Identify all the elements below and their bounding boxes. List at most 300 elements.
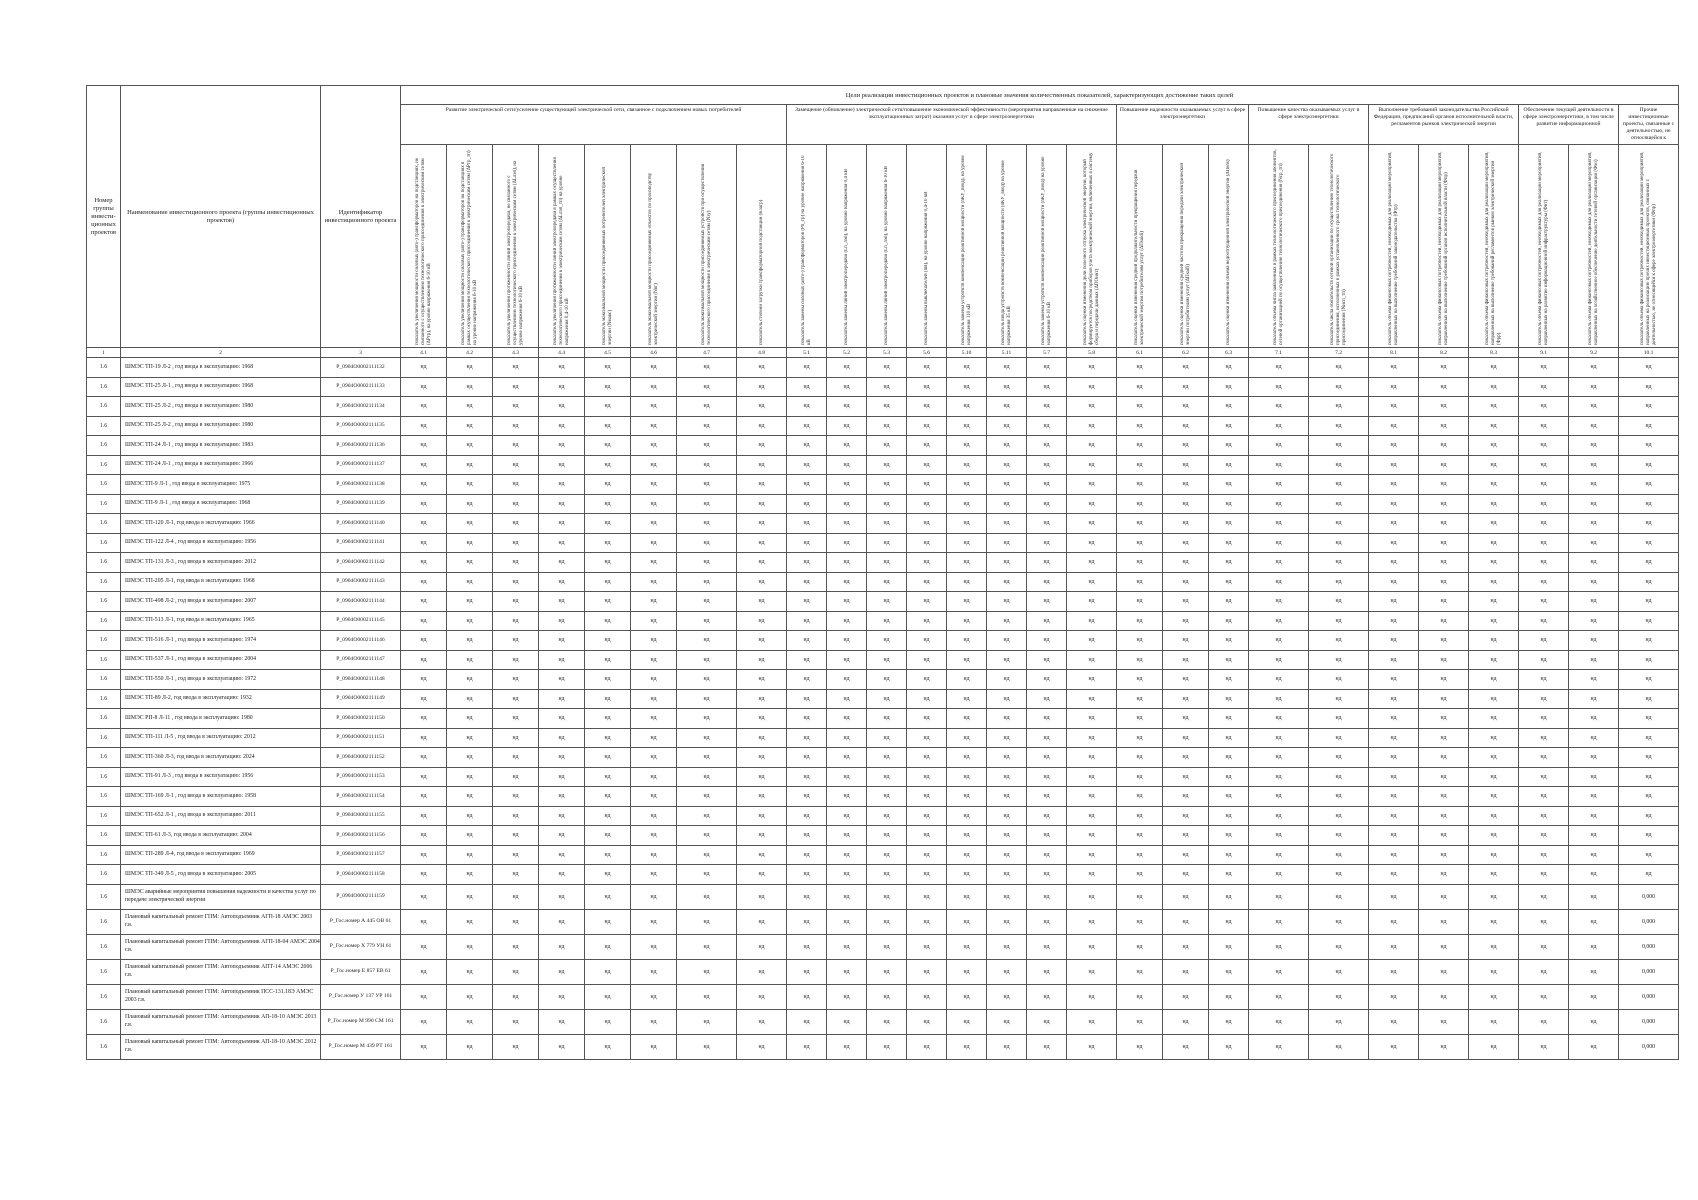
value-cell: нд — [907, 416, 947, 436]
value-cell: нд — [631, 1034, 677, 1059]
value-cell: нд — [1569, 826, 1619, 846]
value-cell: нд — [987, 416, 1027, 436]
value-cell: нд — [447, 397, 493, 417]
indicator-header — [1369, 145, 1419, 348]
table-row — [87, 514, 1679, 534]
value-cell: нд — [493, 909, 539, 934]
value-cell: нд — [1249, 959, 1309, 984]
value-cell: нд — [585, 728, 631, 748]
project-id-cell: P_0904O0002111152 — [321, 748, 401, 768]
value-cell: нд — [1309, 494, 1369, 514]
value-cell: нд — [1067, 884, 1117, 909]
value-cell: нд — [787, 806, 827, 826]
value-cell: нд — [787, 494, 827, 514]
column-number: 4.6 — [631, 348, 677, 358]
value-cell: нд — [1209, 959, 1249, 984]
project-name-cell: ШМЭС ТП-550 Л-1 , год ввода в эксплуатацию: 1972 — [121, 670, 321, 690]
value-cell: нд — [1419, 884, 1469, 909]
value-cell: нд — [1067, 806, 1117, 826]
value-cell: нд — [947, 934, 987, 959]
value-cell: нд — [493, 416, 539, 436]
value-cell: нд — [677, 494, 737, 514]
value-cell: нд — [585, 934, 631, 959]
value-cell: нд — [1519, 611, 1569, 631]
value-cell: нд — [867, 533, 907, 553]
value-cell: нд — [827, 670, 867, 690]
value-cell: нд — [539, 934, 585, 959]
value-cell: нд — [539, 767, 585, 787]
value-cell: нд — [1309, 611, 1369, 631]
value-cell: нд — [677, 533, 737, 553]
value-cell: нд — [1569, 689, 1619, 709]
value-cell: нд — [987, 748, 1027, 768]
value-cell: нд — [1309, 709, 1369, 729]
value-cell: нд — [631, 806, 677, 826]
value-cell: нд — [493, 358, 539, 378]
value-cell: нд — [1163, 631, 1209, 651]
value-cell: нд — [947, 631, 987, 651]
indicator-label: показатель максимальной мощности присоединяемых объектов по производству электрической энергии (Nвг) — [647, 172, 659, 345]
value-cell: нд — [539, 865, 585, 885]
value-cell: нд — [867, 455, 907, 475]
value-cell: нд — [1163, 397, 1209, 417]
value-cell: нд — [1419, 494, 1469, 514]
value-cell: нд — [585, 865, 631, 885]
value-cell: нд — [1027, 826, 1067, 846]
value-cell: нд — [1519, 787, 1569, 807]
value-cell: нд — [539, 1034, 585, 1059]
value-cell: нд — [1419, 397, 1469, 417]
value-cell: нд — [539, 553, 585, 573]
value-cell: нд — [585, 358, 631, 378]
column-number: 4.2 — [447, 348, 493, 358]
value-cell: нд — [677, 553, 737, 573]
value-cell: нд — [539, 592, 585, 612]
value-cell: нд — [1027, 884, 1067, 909]
value-cell: нд — [1163, 514, 1209, 534]
indicator-header — [827, 145, 867, 348]
value-cell: нд — [1309, 865, 1369, 885]
value-cell: нд — [947, 592, 987, 612]
value-cell: нд — [1519, 934, 1569, 959]
goal-group-header: Повышение качества оказываемых услуг в сфере электроэнергетики — [1249, 105, 1369, 145]
indicator-header — [787, 145, 827, 348]
value-cell: нд — [539, 358, 585, 378]
value-cell: нд — [401, 358, 447, 378]
project-id-cell: P_0904O0002111135 — [321, 416, 401, 436]
value-cell: нд — [677, 728, 737, 748]
value-cell: нд — [1027, 959, 1067, 984]
col-project-name-header: Наименование инвестиционного проекта (группы инвестиционных проектов) — [121, 86, 321, 348]
value-cell: нд — [1469, 631, 1519, 651]
project-name-cell: ШМЭС ТП-131 Л-3 , год ввода в эксплуатацию: 2012 — [121, 553, 321, 573]
value-cell: нд — [1569, 475, 1619, 495]
value-cell: нд — [1369, 845, 1419, 865]
value-cell: нд — [1067, 984, 1117, 1009]
indicator-label: показатель объема финансовых потребностей, необходимых для реализации мероприятий, направленных на развитие информационной инфраструктуры (Фит) — [1537, 151, 1549, 345]
value-cell: нд — [1027, 436, 1067, 456]
value-cell: нд — [1519, 377, 1569, 397]
value-cell: нд — [401, 533, 447, 553]
value-cell: нд — [1209, 670, 1249, 690]
group-number-cell: 1.6 — [87, 959, 121, 984]
value-cell: нд — [539, 787, 585, 807]
value-cell: нд — [1619, 689, 1679, 709]
value-cell: нд — [447, 455, 493, 475]
project-name-cell: ШМЭС ТП-91 Л-3 , год ввода в эксплуатацию: 1956 — [121, 767, 321, 787]
value-cell: нд — [1519, 475, 1569, 495]
table-row — [87, 767, 1679, 787]
column-number: 4.8 — [737, 348, 787, 358]
table-row — [87, 1009, 1679, 1034]
value-cell: нд — [867, 377, 907, 397]
value-cell: нд — [585, 884, 631, 909]
value-cell: нд — [1369, 377, 1419, 397]
value-cell: нд — [1163, 533, 1209, 553]
value-cell: нд — [737, 984, 787, 1009]
value-cell: нд — [585, 553, 631, 573]
value-cell: нд — [401, 959, 447, 984]
value-cell: нд — [947, 845, 987, 865]
goal-group-header: Повышение надежности оказываемых услуг в сфере электроэнергетики — [1117, 105, 1249, 145]
value-cell: нд — [1163, 709, 1209, 729]
value-cell: нд — [1569, 984, 1619, 1009]
value-cell: нд — [401, 728, 447, 748]
value-cell: нд — [867, 767, 907, 787]
value-cell: нд — [631, 909, 677, 934]
value-cell: нд — [1309, 959, 1369, 984]
value-cell: нд — [1569, 377, 1619, 397]
indicator-label: показатель замены устройств компенсации реактивной мощности (nКУ_ввод), на уровне напряжения 110 кВ — [960, 155, 972, 345]
indicator-header — [737, 145, 787, 348]
value-cell: нд — [1209, 514, 1249, 534]
value-cell: нд — [1309, 728, 1369, 748]
value-cell: нд — [539, 909, 585, 934]
value-cell: нд — [1619, 650, 1679, 670]
value-cell: нд — [867, 728, 907, 748]
value-cell: нд — [677, 909, 737, 934]
indicator-header — [907, 145, 947, 348]
value-cell: нд — [1209, 728, 1249, 748]
value-cell: нд — [1619, 865, 1679, 885]
value-cell: нд — [1619, 709, 1679, 729]
project-id-cell: P_0904O0002111158 — [321, 865, 401, 885]
value-cell: нд — [677, 934, 737, 959]
value-cell: нд — [493, 533, 539, 553]
value-cell: нд — [1369, 592, 1419, 612]
value-cell: нд — [907, 650, 947, 670]
value-cell: нд — [787, 865, 827, 885]
value-cell: нд — [631, 475, 677, 495]
value-cell: нд — [1469, 1009, 1519, 1034]
value-cell: нд — [737, 475, 787, 495]
value-cell: нд — [867, 611, 907, 631]
project-name-cell: ШМЭС ТП-25 Л-2 , год ввода в эксплуатацию: 1980 — [121, 416, 321, 436]
value-cell: нд — [947, 358, 987, 378]
value-cell: нд — [987, 934, 1027, 959]
project-id-cell: P_0904O0002111146 — [321, 631, 401, 651]
indicator-header — [867, 145, 907, 348]
value-cell: нд — [1249, 631, 1309, 651]
value-cell: нд — [585, 514, 631, 534]
indicator-label: показатель замены линий электропередачи (Ln_лэп), на уровне напряжения 6-10 кВ — [883, 166, 889, 345]
value-cell: нд — [1619, 553, 1679, 573]
column-number: 8.2 — [1419, 348, 1469, 358]
value-cell: нд — [1163, 611, 1209, 631]
value-cell: нд — [867, 670, 907, 690]
value-cell: нд — [493, 514, 539, 534]
value-cell: нд — [867, 358, 907, 378]
value-cell: нд — [907, 845, 947, 865]
value-cell: нд — [401, 806, 447, 826]
value-cell: нд — [1117, 592, 1163, 612]
value-cell: нд — [1369, 865, 1419, 885]
goal-group-header: Выполнение требований законодательства Российской Федерации, предписаний органов исполнительной власти, регламентов рынков электрической энергии — [1369, 105, 1519, 145]
group-number-cell: 1.6 — [87, 728, 121, 748]
value-cell: нд — [493, 1009, 539, 1034]
value-cell: нд — [1519, 358, 1569, 378]
value-cell: нд — [1249, 748, 1309, 768]
value-cell: нд — [631, 709, 677, 729]
value-cell: нд — [493, 670, 539, 690]
value-cell: нд — [1419, 1034, 1469, 1059]
value-cell: нд — [447, 728, 493, 748]
value-cell: нд — [737, 865, 787, 885]
value-cell: нд — [737, 533, 787, 553]
value-cell: нд — [1249, 650, 1309, 670]
value-cell: нд — [401, 689, 447, 709]
value-cell: нд — [1469, 845, 1519, 865]
value-cell: нд — [1163, 358, 1209, 378]
value-cell: нд — [737, 436, 787, 456]
column-number: 4.4 — [539, 348, 585, 358]
value-cell: нд — [737, 611, 787, 631]
value-cell: нд — [1163, 494, 1209, 514]
project-id-cell: P_Гос.номер Х 779 УН 61 — [321, 934, 401, 959]
value-cell: нд — [1209, 984, 1249, 1009]
column-number: 5.1 — [787, 348, 827, 358]
value-cell: нд — [1309, 377, 1369, 397]
value-cell: нд — [1569, 787, 1619, 807]
value-cell: нд — [787, 909, 827, 934]
value-cell: нд — [493, 984, 539, 1009]
value-cell: нд — [907, 1009, 947, 1034]
value-cell: нд — [827, 572, 867, 592]
value-cell: нд — [1419, 767, 1469, 787]
value-cell: нд — [1369, 397, 1419, 417]
value-cell: нд — [677, 397, 737, 417]
value-cell: нд — [401, 670, 447, 690]
value-cell: нд — [1117, 455, 1163, 475]
value-cell: нд — [1067, 514, 1117, 534]
indicator-label: показатель замены выключателей (nВ), на уровне напряжения 0,4-10 кВ — [923, 191, 929, 345]
value-cell: нд — [1569, 358, 1619, 378]
value-cell: нд — [585, 767, 631, 787]
value-cell: нд — [987, 397, 1027, 417]
value-cell: нд — [1469, 709, 1519, 729]
value-cell: нд — [1369, 959, 1419, 984]
value-cell: нд — [1163, 1009, 1209, 1034]
indicator-label: показатель максимальной мощности присоединяемых потребителей электрической энергии (Nмакс) — [601, 166, 613, 345]
value-cell: нд — [947, 455, 987, 475]
value-cell: нд — [987, 553, 1027, 573]
value-cell: нд — [447, 533, 493, 553]
value-cell: нд — [585, 572, 631, 592]
value-cell: нд — [987, 592, 1027, 612]
value-cell: нд — [1569, 670, 1619, 690]
value-cell: нд — [677, 572, 737, 592]
group-number-cell: 1.6 — [87, 377, 121, 397]
value-cell: нд — [737, 1009, 787, 1034]
value-cell: нд — [539, 709, 585, 729]
indicator-header — [1249, 145, 1309, 348]
value-cell: нд — [1117, 611, 1163, 631]
value-cell: нд — [787, 709, 827, 729]
value-cell: нд — [631, 631, 677, 651]
value-cell: нд — [787, 533, 827, 553]
value-cell: нд — [987, 650, 1027, 670]
value-cell: нд — [987, 787, 1027, 807]
value-cell: нд — [493, 806, 539, 826]
value-cell: нд — [539, 884, 585, 909]
value-cell: нд — [1067, 748, 1117, 768]
value-cell: нд — [1067, 436, 1117, 456]
value-cell: нд — [677, 436, 737, 456]
value-cell: нд — [447, 670, 493, 690]
value-cell: нд — [787, 959, 827, 984]
value-cell: нд — [1569, 728, 1619, 748]
value-cell: нд — [1569, 611, 1619, 631]
value-cell: нд — [907, 806, 947, 826]
value-cell: нд — [1067, 533, 1117, 553]
value-cell: нд — [401, 767, 447, 787]
value-cell: нд — [1469, 689, 1519, 709]
indicator-header — [677, 145, 737, 348]
column-number: 7.1 — [1249, 348, 1309, 358]
value-cell: нд — [1209, 455, 1249, 475]
value-cell: нд — [827, 592, 867, 612]
value-cell: нд — [631, 767, 677, 787]
value-cell: нд — [677, 826, 737, 846]
table-row — [87, 650, 1679, 670]
value-cell: нд — [401, 514, 447, 534]
value-cell: нд — [447, 592, 493, 612]
value-cell: нд — [1117, 533, 1163, 553]
value-cell: нд — [493, 475, 539, 495]
value-cell: нд — [1209, 553, 1249, 573]
indicator-label: показатель замены устройств компенсации реактивной мощности (nКУ_ввод) на уровне напряжения 6-10 кВ — [1040, 156, 1052, 345]
project-id-cell: P_0904O0002111148 — [321, 670, 401, 690]
value-cell: нд — [585, 475, 631, 495]
value-cell: нд — [1209, 826, 1249, 846]
value-cell: нд — [631, 572, 677, 592]
value-cell: нд — [585, 611, 631, 631]
value-cell: нд — [1117, 934, 1163, 959]
value-cell: нд — [447, 1034, 493, 1059]
value-cell: нд — [1163, 436, 1209, 456]
value-cell: нд — [1209, 533, 1249, 553]
value-cell: нд — [493, 553, 539, 573]
indicator-label: показатель оценки изменения средней продолжительности прекращения передачи электрической энергии потребителям услуг (ΔПsaidi) — [1133, 169, 1145, 345]
indicator-header — [1117, 145, 1163, 348]
project-name-cell: ШМЭС ТП-25 Л-2 , год ввода в эксплуатацию: 1980 — [121, 397, 321, 417]
column-number: 5.2 — [827, 348, 867, 358]
value-cell: нд — [787, 553, 827, 573]
value-cell: нд — [1569, 553, 1619, 573]
value-cell: нд — [787, 728, 827, 748]
value-cell: нд — [1419, 650, 1469, 670]
value-cell: нд — [1163, 592, 1209, 612]
value-cell: нд — [1469, 884, 1519, 909]
value-cell: нд — [1619, 455, 1679, 475]
value-cell: нд — [1067, 959, 1117, 984]
value-cell: нд — [1163, 787, 1209, 807]
value-cell: нд — [1309, 436, 1369, 456]
project-id-cell: P_0904O0002111143 — [321, 572, 401, 592]
project-name-cell: ШМЭС ТП-205 Л-1, год ввода в эксплуатацию: 1968 — [121, 572, 321, 592]
value-cell: нд — [1163, 748, 1209, 768]
value-cell: нд — [1027, 611, 1067, 631]
value-cell: нд — [677, 865, 737, 885]
value-cell: нд — [827, 514, 867, 534]
value-cell: нд — [947, 909, 987, 934]
column-number: 5.10 — [947, 348, 987, 358]
group-number-cell: 1.6 — [87, 845, 121, 865]
indicator-header — [1469, 145, 1519, 348]
value-cell: нд — [907, 689, 947, 709]
value-cell: нд — [787, 475, 827, 495]
project-name-cell: ШМЭС ТП-19 Л-2 , год ввода в эксплуатацию: 1968 — [121, 358, 321, 378]
value-cell: нд — [907, 572, 947, 592]
value-cell: нд — [947, 984, 987, 1009]
value-cell: нд — [585, 533, 631, 553]
value-cell: нд — [1209, 909, 1249, 934]
value-cell: нд — [737, 826, 787, 846]
value-cell: нд — [1519, 397, 1569, 417]
value-cell: нд — [1419, 959, 1469, 984]
value-cell: нд — [1067, 397, 1117, 417]
value-cell: нд — [1619, 806, 1679, 826]
value-cell: нд — [947, 865, 987, 885]
value-cell: нд — [539, 728, 585, 748]
value-cell: нд — [1469, 475, 1519, 495]
table-row — [87, 826, 1679, 846]
value-cell: нд — [631, 748, 677, 768]
value-cell: нд — [987, 631, 1027, 651]
value-cell: нд — [1569, 572, 1619, 592]
column-number: 4.5 — [585, 348, 631, 358]
value-cell: нд — [1469, 553, 1519, 573]
value-cell: нд — [1067, 787, 1117, 807]
value-cell: нд — [987, 689, 1027, 709]
indicator-header — [447, 145, 493, 348]
table-row — [87, 1034, 1679, 1059]
project-id-cell: P_0904O0002111137 — [321, 455, 401, 475]
value-cell: нд — [1117, 377, 1163, 397]
value-cell: нд — [987, 1034, 1027, 1059]
value-cell: нд — [401, 650, 447, 670]
indicator-label: показатель увеличения мощности силовых (авто-) трансформаторов на подстанциях, не связанного с осуществлением технологического присоединения к электрическим сетям (ΔPтр), на уровне напряжения 6-10 кВ — [414, 157, 432, 345]
value-cell: нд — [737, 767, 787, 787]
value-cell: нд — [539, 533, 585, 553]
value-cell: нд — [827, 631, 867, 651]
value-cell: нд — [1569, 455, 1619, 475]
value-cell: нд — [1419, 984, 1469, 1009]
value-cell: нд — [1369, 475, 1419, 495]
value-cell: нд — [827, 865, 867, 885]
value-cell: нд — [1209, 650, 1249, 670]
value-cell: нд — [907, 984, 947, 1009]
